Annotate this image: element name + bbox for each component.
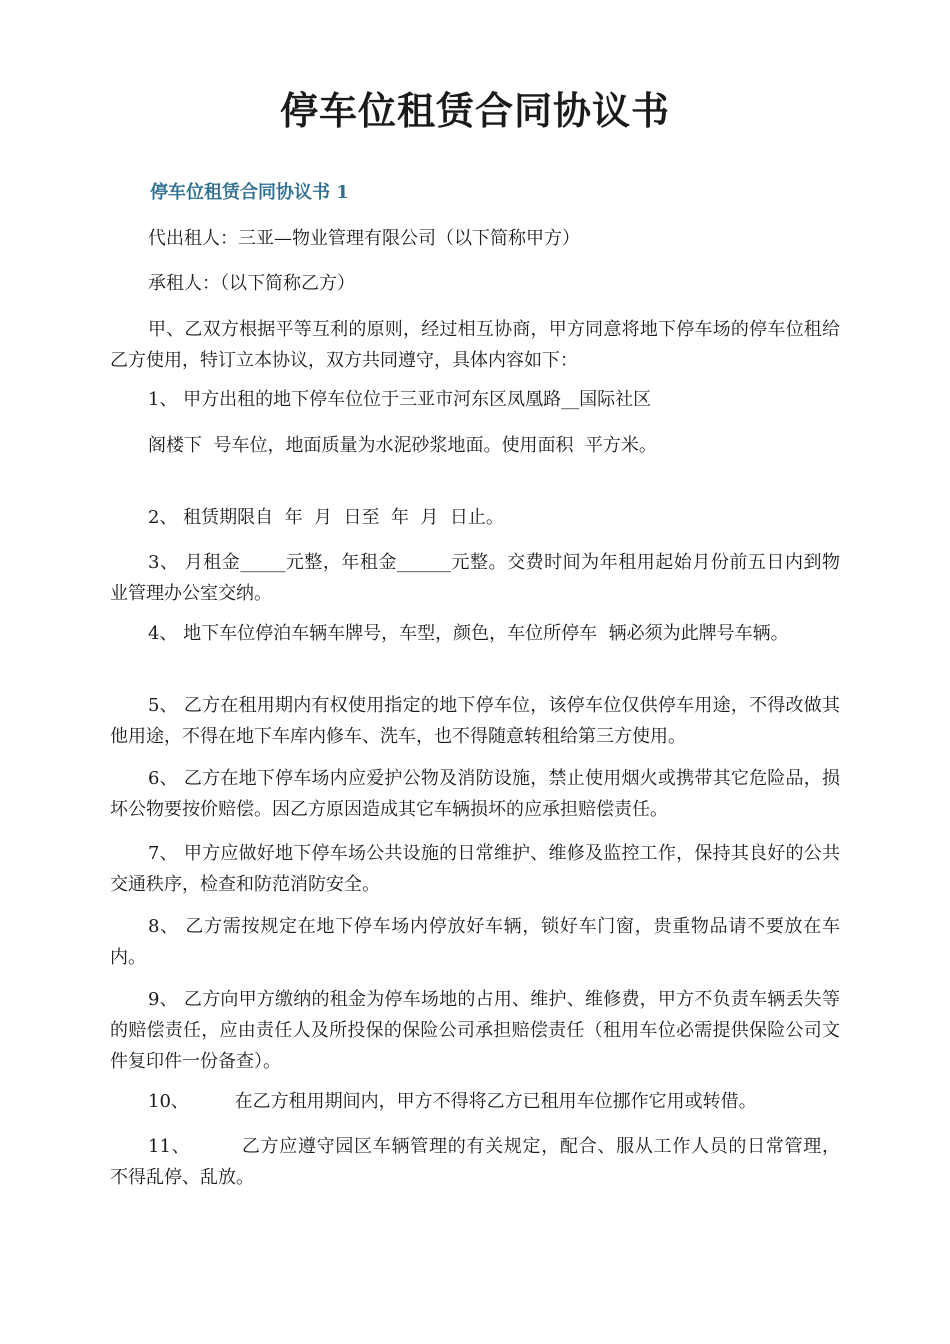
clause-1-continued-paragraph: 阁楼下 号车位，地面质量为水泥砂浆地面。使用面积 平方米。 <box>148 435 657 456</box>
clause-7-paragraph: 7、 甲方应做好地下停车场公共设施的日常维护、维修及监控工作，保持其良好的公共交通秩序，检查和防范消防安全。 <box>110 843 840 895</box>
clause-10-paragraph: 10、 在乙方租用期间内，甲方不得将乙方已租用车位挪作它用或转借。 <box>148 1091 757 1112</box>
clause-9-paragraph: 9、 乙方向甲方缴纳的租金为停车场地的占用、维护、维修费，甲方不负责车辆丢失等的赔偿责任，应由责任人及所投保的保险公司承担赔偿责任（租用车位必需提供保险公司文件复印件一份备查）。 <box>110 989 840 1072</box>
section-heading: 停车位租赁合同协议书 1 <box>150 182 349 203</box>
clause-4-paragraph: 4、 地下车位停泊车辆车牌号，车型，颜色，车位所停车 辆必须为此牌号车辆。 <box>148 623 789 644</box>
clause-5-paragraph: 5、 乙方在租用期内有权使用指定的地下停车位，该停车位仅供停车用途，不得改做其他用途，不得在地下车库内修车、洗车，也不得随意转租给第三方使用。 <box>110 695 840 747</box>
intro-paragraph: 甲、乙双方根据平等互利的原则，经过相互协商，甲方同意将地下停车场的停车位租给乙方使用，特订立本协议，双方共同遵守，具体内容如下： <box>110 319 840 371</box>
clause-11-paragraph: 11、 乙方应遵守园区车辆管理的有关规定，配合、服从工作人员的日常管理， 不得乱停、乱放。 <box>110 1136 852 1188</box>
lessor-paragraph: 代出租人：三亚—物业管理有限公司（以下简称甲方） <box>148 228 580 249</box>
clause-6-paragraph: 6、 乙方在地下停车场内应爱护公物及消防设施，禁止使用烟火或携带其它危险品，损坏公物要按价赔偿。因乙方原因造成其它车辆损坏的应承担赔偿责任。 <box>110 768 840 820</box>
clause-2-paragraph: 2、 租赁期限自 年 月 日至 年 月 日止。 <box>148 507 504 528</box>
document-title: 停车位租赁合同协议书 <box>279 88 670 133</box>
lessee-paragraph: 承租人：（以下简称乙方） <box>148 273 355 294</box>
clause-8-paragraph: 8、 乙方需按规定在地下停车场内停放好车辆，锁好车门窗，贵重物品请不要放在车内。 <box>110 916 840 968</box>
clause-3-paragraph: 3、 月租金_____元整，年租金______元整。交费时间为年租用起始月份前五日内到物业管理办公室交纳。 <box>110 552 840 604</box>
clause-1-paragraph: 1、 甲方出租的地下停车位位于三亚市河东区凤凰路__国际社区 <box>148 389 652 410</box>
